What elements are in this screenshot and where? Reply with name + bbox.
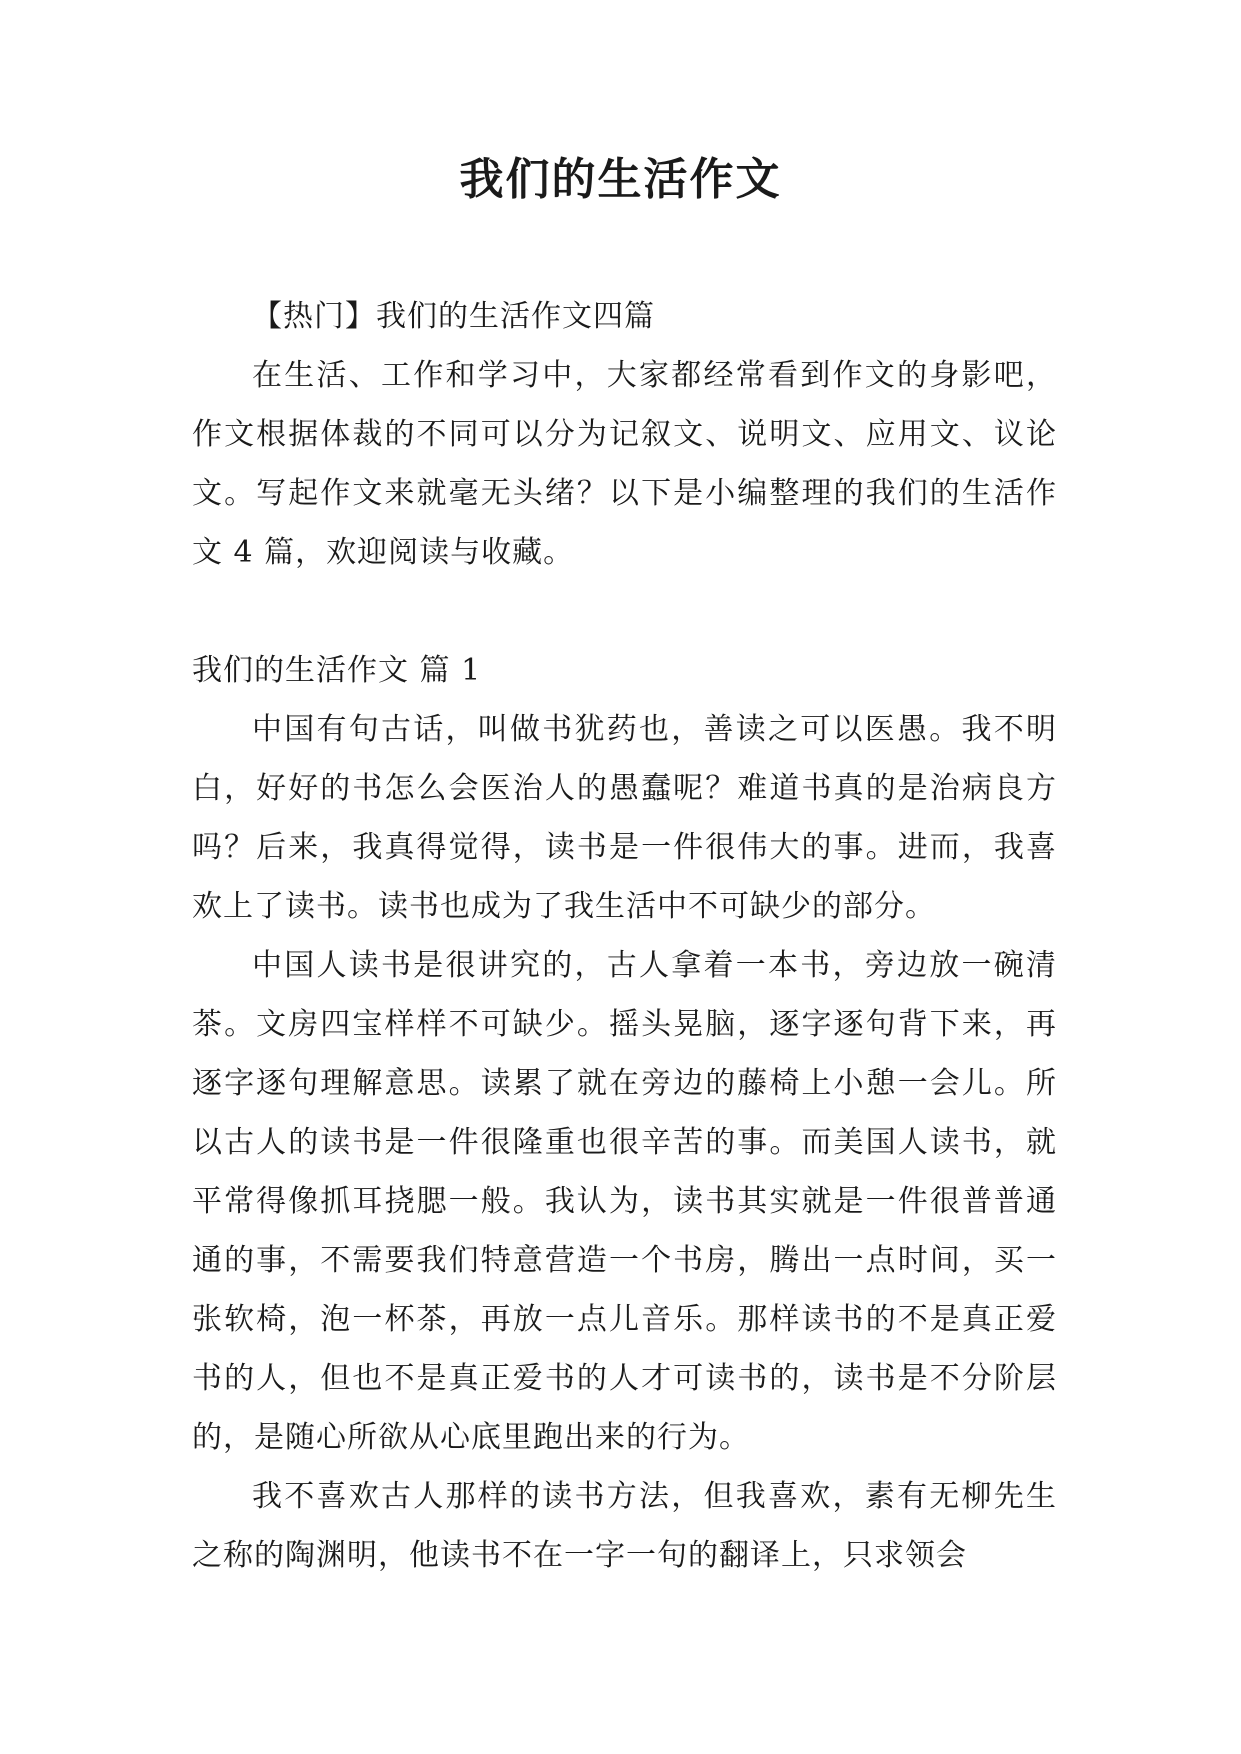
- document-subtitle: 【热门】我们的生活作文四篇: [252, 299, 655, 334]
- body-paragraph-3: 我不喜欢古人那样的读书方法，但我喜欢，素有无柳先生之称的陶渊明，他读书不在一字一句的翻译上，只求领会: [192, 1479, 1057, 1573]
- body-paragraph-1: 中国有句古话，叫做书犹药也，善读之可以医愚。我不明白，好好的书怎么会医治人的愚蠢呢？难道书真的是治病良方吗？后来，我真得觉得，读书是一件很伟大的事。进而，我喜欢上了读书。读书也成为了我生活中不可缺少的部分。: [192, 712, 1057, 924]
- document-title: 我们的生活作文: [459, 154, 782, 205]
- intro-paragraph: 在生活、工作和学习中，大家都经常看到作文的身影吧，作文根据体裁的不同可以分为记叙文、说明文、应用文、议论文。写起作文来就毫无头绪？以下是小编整理的我们的生活作文 4 篇，欢迎阅读与收藏。: [192, 358, 1057, 570]
- section-heading: 我们的生活作文 篇 1: [192, 653, 482, 688]
- document-body: [192, 287, 1057, 1585]
- body-paragraph-2: 中国人读书是很讲究的，古人拿着一本书，旁边放一碗清茶。文房四宝样样不可缺少。摇头晃脑，逐字逐句背下来，再逐字逐句理解意思。读累了就在旁边的藤椅上小憩一会儿。所以古人的读书是一件很隆重也很辛苦的事。而美国人读书，就平常得像抓耳挠腮一般。我认为，读书其实就是一件很普普通通的事，不需要我们特意营造一个书房，腾出一点时间，买一张软椅，泡一杯茶，再放一点儿音乐。那样读书的不是真正爱书的人，但也不是真正爱书的人才可读书的，读书是不分阶层的，是随心所欲从心底里跑出来的行为。: [192, 948, 1057, 1455]
